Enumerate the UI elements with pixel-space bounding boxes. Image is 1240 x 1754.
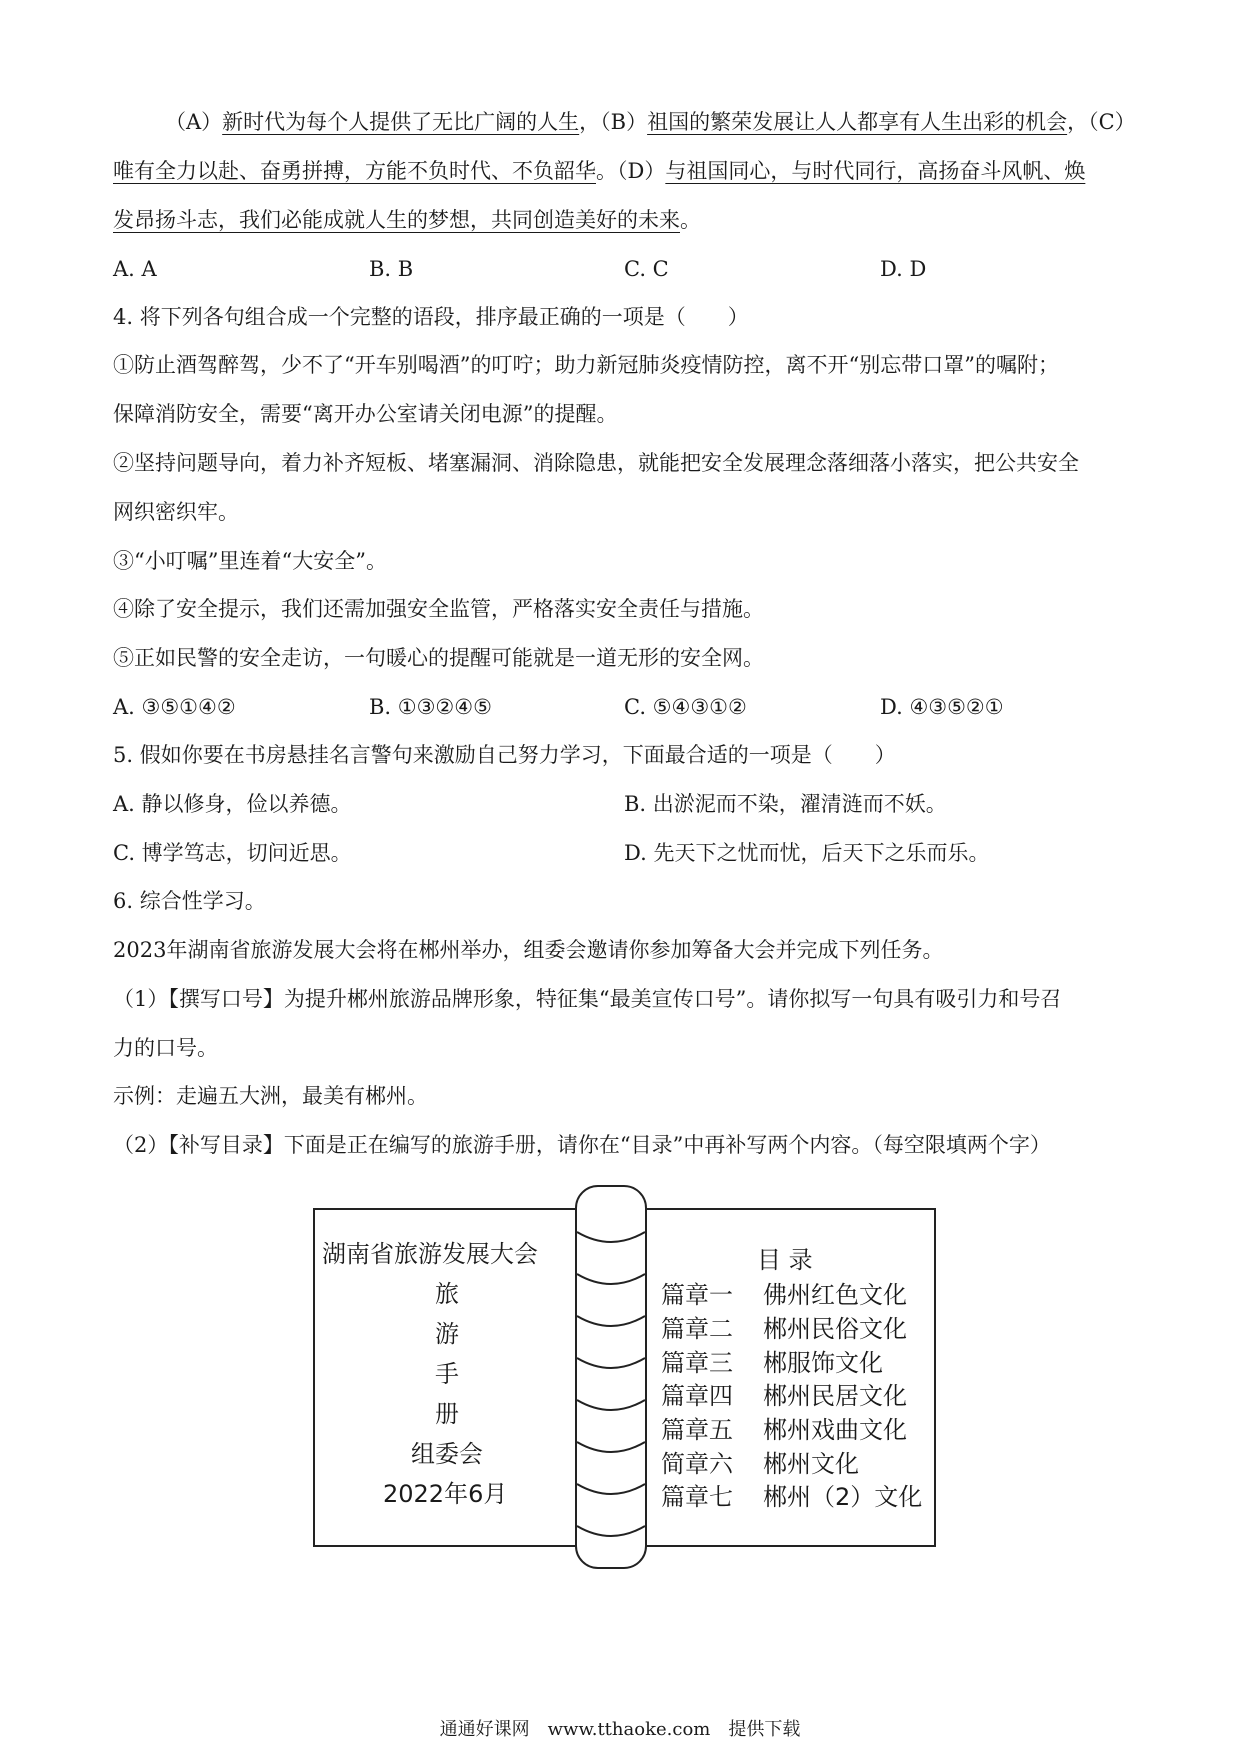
toc-chapter-label: 篇章二	[661, 1315, 733, 1343]
q4-sentence-5: ⑤正如民警的安全走访，一句暖心的提醒可能就是一道无形的安全网。	[113, 646, 764, 670]
cover-title: 湖南省旅游发展大会	[322, 1240, 538, 1268]
q4-sentence-3: ③“小叮嘱”里连着“大安全”。	[113, 549, 387, 573]
q3-part-b: 祖国的繁荣发展让人人都享有人生出彩的机会	[647, 110, 1068, 134]
q5-stem: 5. 假如你要在书房悬挂名言警句来激励自己努力学习，下面最合适的一项是（ ）	[113, 743, 896, 767]
q4-option-c: C. ⑤④③①②	[624, 695, 747, 719]
cover-organizer: 组委会	[411, 1440, 483, 1468]
toc-chapter-label: 篇章三	[661, 1349, 733, 1377]
q6-example: 示例：走遍五大洲，最美有郴州。	[113, 1084, 428, 1108]
q5-option-d: D. 先天下之忧而忧，后天下之乐而乐。	[624, 841, 990, 865]
q3-option-b: B. B	[369, 257, 414, 281]
q4-option-d: D. ④③⑤②①	[880, 695, 1004, 719]
q5-option-b: B. 出淤泥而不染，濯清涟而不妖。	[624, 792, 947, 816]
page-footer: 通通好课网 www.tthaoke.com 提供下载	[439, 1719, 801, 1740]
toc-chapter-content: 郴州民俗文化	[763, 1315, 907, 1343]
q3-label-d: 。（D）	[596, 159, 666, 183]
toc-chapter-label: 简章六	[661, 1450, 733, 1478]
toc-title: 目 录	[757, 1246, 813, 1274]
cover-char-2: 游	[435, 1320, 459, 1348]
toc-chapter-content: 郴州文化	[763, 1450, 859, 1478]
q4-sentence-4: ④除了安全提示，我们还需加强安全监管，严格落实安全责任与措施。	[113, 597, 764, 621]
q6-task-1-line-1: （1）【撰写口号】为提升郴州旅游品牌形象，特征集“最美宣传口号”。请你拟写一句具有吸引力和号召	[113, 987, 1062, 1011]
q4-sentence-2-line-2: 网织密织牢。	[113, 500, 239, 524]
q4-sentence-2-line-1: ②坚持问题导向，着力补齐短板、堵塞漏洞、消除隐患，就能把安全发展理念落细落小落实，把公共安全	[113, 451, 1079, 475]
toc-chapter-label: 篇章一	[661, 1281, 733, 1309]
q3-option-c: C. C	[624, 257, 669, 281]
toc-chapter-content: 佛州红色文化	[763, 1281, 907, 1309]
q3-part-d-cont: 发昂扬斗志，我们必能成就人生的梦想，共同创造美好的未来	[113, 208, 680, 232]
toc-chapter-label: 篇章五	[661, 1416, 733, 1444]
q3-label-c: ，（C）	[1067, 110, 1136, 134]
q4-stem: 4. 将下列各句组合成一个完整的语段，排序最正确的一项是（ ）	[113, 305, 749, 329]
q6-stem: 6. 综合性学习。	[113, 889, 266, 913]
q3-label-b: ，（B）	[579, 110, 648, 134]
q3-option-a: A. A	[113, 257, 157, 281]
q3-part-a: 新时代为每个人提供了无比广阔的人生	[222, 110, 580, 134]
cover-date: 2022年6月	[383, 1480, 508, 1508]
q5-option-c: C. 博学笃志，切问近思。	[113, 841, 352, 865]
q3-option-d: D. D	[880, 257, 927, 281]
q6-intro: 2023年湖南省旅游发展大会将在郴州举办，组委会邀请你参加筹备大会并完成下列任务。	[113, 938, 944, 962]
q3-part-d: 与祖国同心，与时代同行，高扬奋斗风帆、焕	[665, 159, 1086, 183]
cover-char-4: 册	[435, 1400, 459, 1428]
q3-part-c: 唯有全力以赴、奋勇拼搏，方能不负时代、不负韶华	[113, 159, 596, 183]
q5-option-a: A. 静以修身，俭以养德。	[113, 792, 352, 816]
cover-char-1: 旅	[435, 1280, 459, 1308]
toc-chapter-content: 郴服饰文化	[763, 1349, 883, 1377]
toc-chapter-label: 篇章四	[661, 1382, 733, 1410]
q3-end-punct: 。	[680, 208, 701, 232]
toc-chapter-content: 郴州民居文化	[763, 1382, 907, 1410]
q6-task-2: （2）【补写目录】下面是正在编写的旅游手册，请你在“目录”中再补写两个内容。（每空限填两个字）	[113, 1133, 1051, 1157]
q4-sentence-1-line-1: ①防止酒驾醉驾，少不了“开车别喝酒”的叮咛；助力新冠肺炎疫情防控，离不开“别忘带口罩”的嘱附；	[113, 353, 1059, 377]
toc-chapter-content: 郴州戏曲文化	[763, 1416, 907, 1444]
q4-option-b: B. ①③②④⑤	[369, 695, 492, 719]
cover-char-3: 手	[435, 1360, 459, 1388]
toc-chapter-content: 郴州（2）文化	[763, 1483, 923, 1511]
q4-sentence-1-line-2: 保障消防安全，需要“离开办公室请关闭电源”的提醒。	[113, 402, 618, 426]
q6-task-1-line-2: 力的口号。	[113, 1036, 218, 1060]
q4-option-a: A. ③⑤①④②	[113, 695, 236, 719]
toc-chapter-label: 篇章七	[661, 1483, 733, 1511]
q3-label-a: （A）	[165, 110, 223, 134]
